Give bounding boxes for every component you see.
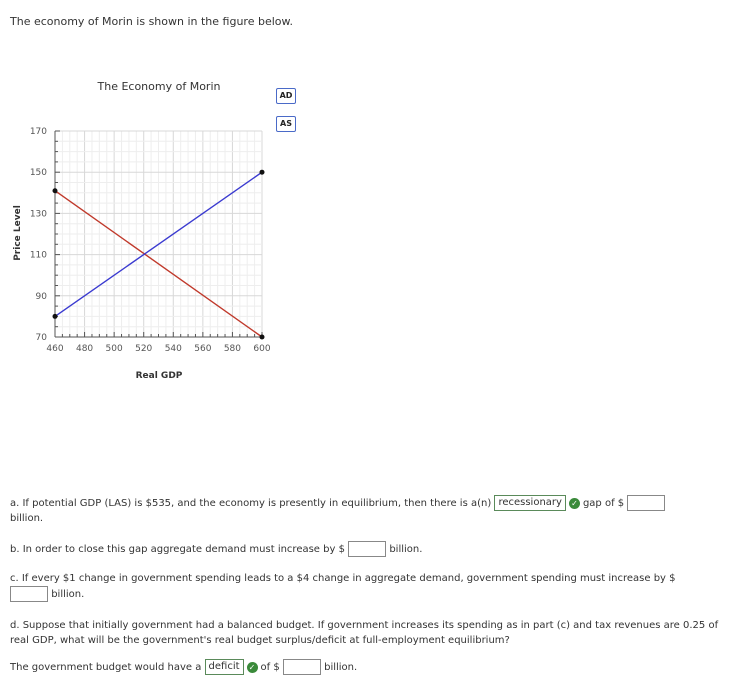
- x-tick-label: 520: [135, 344, 153, 354]
- question-b: [10, 541, 422, 557]
- y-tick-label: 170: [29, 127, 47, 137]
- legend-ad-button[interactable]: AD: [276, 88, 296, 104]
- ad-increase-input[interactable]: [348, 541, 386, 557]
- budget-type-select[interactable]: deficit: [205, 659, 244, 675]
- chart-ticks: [30, 127, 271, 354]
- question-a: [10, 495, 730, 526]
- spending-increase-input[interactable]: [10, 586, 48, 602]
- x-axis-title: Real GDP: [135, 371, 183, 381]
- x-tick-label: 560: [194, 344, 212, 354]
- x-tick-label: 540: [164, 344, 182, 354]
- series-point-ad[interactable]: [53, 188, 58, 193]
- chart-title: The Economy of Morin: [97, 80, 221, 93]
- y-tick-label: 70: [35, 333, 47, 343]
- y-axis-title: Price Level: [13, 205, 23, 261]
- question-a-text3: billion.: [10, 513, 44, 524]
- series-point-as[interactable]: [53, 314, 58, 319]
- x-tick-label: 500: [105, 344, 123, 354]
- y-tick-label: 90: [35, 291, 47, 302]
- question-d: [10, 618, 730, 648]
- question-d-text: d. Suppose that initially government had a balanced budget. If government increases its spending as in part (c) and tax revenues are 0.25 of real GDP, what will be the government's real budget surplus/deficit at full-employment equilibrium?: [10, 620, 719, 646]
- question-c-text2: billion.: [51, 589, 85, 600]
- budget-amount-input[interactable]: [283, 659, 321, 675]
- series-point-as[interactable]: [260, 170, 265, 175]
- question-b-text: b. In order to close this gap aggregate demand must increase by $: [10, 544, 345, 555]
- x-tick-label: 580: [223, 344, 242, 354]
- chart-grid: [55, 131, 262, 337]
- question-c: [10, 571, 730, 602]
- y-tick-label: 130: [29, 209, 47, 220]
- question-a-text2: gap of $: [582, 498, 625, 509]
- gap-type-select[interactable]: recessionary: [494, 495, 566, 511]
- legend-as-button[interactable]: AS: [276, 116, 296, 132]
- intro-text: The economy of Morin is shown in the figure below.: [10, 15, 293, 28]
- x-tick-label: 460: [46, 344, 64, 354]
- x-tick-label: 600: [253, 344, 271, 354]
- y-tick-label: 150: [29, 168, 47, 179]
- question-b-text2: billion.: [389, 544, 423, 555]
- correct-check-icon: ✓: [569, 498, 580, 509]
- question-c-text: c. If every $1 change in government spending leads to a $4 change in aggregate demand, government spending must increase by $: [10, 573, 676, 584]
- question-a-text: a. If potential GDP (LAS) is $535, and the economy is presently in equilibrium, then there is a(n): [10, 498, 492, 509]
- x-tick-label: 480: [75, 344, 94, 354]
- correct-check-icon: ✓: [247, 662, 258, 673]
- gap-amount-input[interactable]: [627, 495, 665, 511]
- question-d-text4: billion.: [324, 662, 358, 673]
- question-d-text3: of $: [260, 662, 280, 673]
- series-point-ad[interactable]: [260, 335, 265, 340]
- y-tick-label: 110: [29, 250, 47, 261]
- question-d-text2: The government budget would have a: [10, 662, 202, 673]
- question-d-answer: [10, 659, 357, 675]
